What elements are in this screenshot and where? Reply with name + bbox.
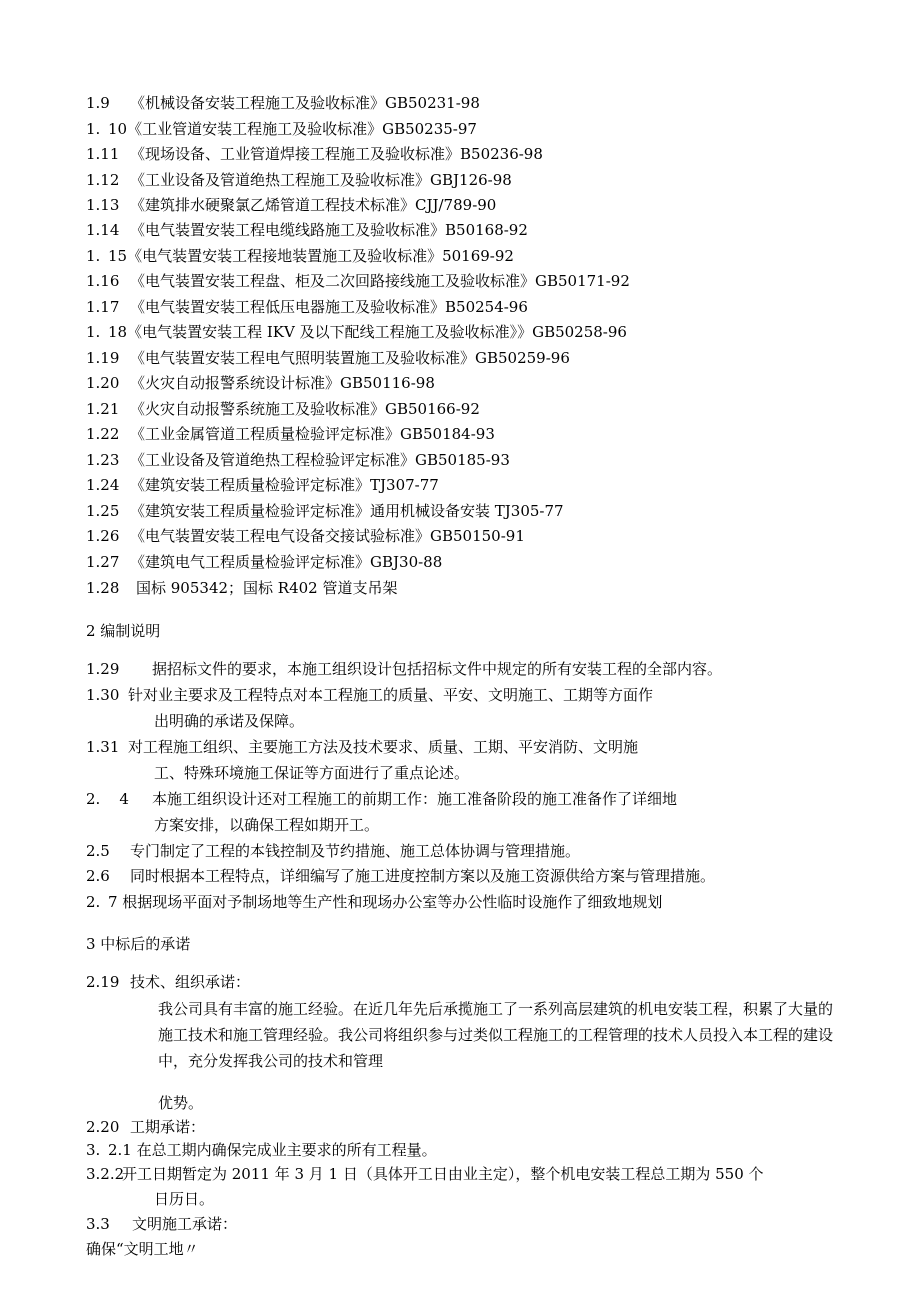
item-number: 1.31 (86, 738, 120, 756)
item-number: 1.9 (86, 94, 110, 112)
item-text: 开工日期暂定为 2011 年 3 月 1 日（具体开工日由业主定），整个机电安装工程总工期为 550 个 (122, 1165, 764, 1183)
item-number: 2. (86, 893, 101, 911)
item-number: 2.5 (86, 842, 110, 860)
item-number: 1.19 (86, 349, 120, 367)
item-number: 2.20 (86, 1118, 120, 1136)
tech-paragraph-tail: 优势。 (158, 1094, 204, 1112)
item-text: 《现场设备、工业管道焊接工程施工及验收标准》B50236-98 (130, 145, 543, 163)
item-number: 1. (86, 120, 101, 138)
closing-line: 确保“文明工地〃 (86, 1240, 199, 1258)
item-number: 1.24 (86, 476, 120, 494)
item-number: 1.21 (86, 400, 120, 418)
item-text: 工期承诺： (130, 1118, 206, 1136)
item-text: 《机械设备安装工程施工及验收标准》GB50231-98 (130, 94, 480, 112)
item-text: 15《电气装置安装工程接地装置施工及验收标准》50169-92 (108, 247, 514, 265)
item-number: 3. (86, 1141, 101, 1159)
item-number: 1.17 (86, 298, 120, 316)
item-number: 2. 4 (86, 790, 129, 808)
item-continuation: 方案安排，以确保工程如期开工。 (154, 816, 380, 834)
item-number: 1.23 (86, 451, 120, 469)
section-heading: 2 编制说明 (86, 622, 161, 640)
item-text: 《火灾自动报警系统设计标准》GB50116-98 (130, 374, 435, 392)
item-text: 《电气装置安装工程电气照明装置施工及验收标准》GB50259-96 (130, 349, 570, 367)
tech-paragraph: 我公司具有丰富的施工经验。在近几年先后承揽施工了一系列高层建筑的机电安装工程，积累了大量的施工技术和施工管理经验。我公司将组织参与过类似工程施工的工程管理的技术人员投入本工程的建设中，充分发挥我公司的技术和管理 (158, 1000, 834, 1070)
item-text: 专门制定了工程的本钱控制及节约措施、施工总体协调与管理措施。 (130, 842, 581, 860)
item-number: 1.30 (86, 686, 120, 704)
item-number: 1.25 (86, 502, 120, 520)
item-number: 1.12 (86, 171, 120, 189)
item-text: 技术、组织承诺： (130, 973, 251, 991)
item-text: 18《电气装置安装工程 IKV 及以下配线工程施工及验收标准》》GB50258-96 (108, 323, 627, 341)
item-number: 1. (86, 323, 101, 341)
item-number: 1.26 (86, 527, 120, 545)
item-number: 2.19 (86, 973, 120, 991)
item-text: 《建筑排水硬聚氯乙烯管道工程技术标准》CJJ/789-90 (130, 196, 497, 214)
item-number: 1.29 (86, 660, 120, 678)
item-text: 《电气装置安装工程盘、柜及二次回路接线施工及验收标准》GB50171-92 (130, 272, 630, 290)
item-text: 《工业设备及管道绝热工程施工及验收标准》GBJ126-98 (130, 171, 512, 189)
item-text: 10《工业管道安装工程施工及验收标准》GB50235-97 (108, 120, 477, 138)
item-text: 7 根据现场平面对予制场地等生产性和现场办公室等办公性临时设施作了细致地规划 (108, 893, 663, 911)
item-number: 1.16 (86, 272, 120, 290)
item-text: 《电气装置安装工程低压电器施工及验收标准》B50254-96 (130, 298, 528, 316)
item-continuation: 工、特殊环境施工保证等方面进行了重点论述。 (154, 764, 470, 782)
item-number: 3.3 (86, 1215, 110, 1233)
item-text: 《建筑安装工程质量检验评定标准》通用机械设备安装 TJ305-77 (130, 502, 564, 520)
item-text: 《电气装置安装工程电缆线路施工及验收标准》B50168-92 (130, 221, 528, 239)
item-number: 1.20 (86, 374, 120, 392)
item-text: 针对业主要求及工程特点对本工程施工的质量、平安、文明施工、工期等方面作 (128, 686, 654, 704)
item-text: 《火灾自动报警系统施工及验收标准》GB50166-92 (130, 400, 480, 418)
item-number: 1.27 (86, 553, 120, 571)
item-text: 《工业设备及管道绝热工程检验评定标准》GB50185-93 (130, 451, 510, 469)
item-number: 3.2.2 (86, 1165, 125, 1183)
item-text: 本施工组织设计还对工程施工的前期工作：施工准备阶段的施工准备作了详细地 (152, 790, 678, 808)
item-number: 1.11 (86, 145, 120, 163)
item-text: 国标 905342；国标 R402 管道支吊架 (136, 579, 398, 597)
item-continuation: 出明确的承诺及保障。 (154, 712, 305, 730)
item-text: 2.1 在总工期内确保完成业主要求的所有工程量。 (108, 1141, 437, 1159)
item-number: 1.22 (86, 425, 120, 443)
item-number: 1.28 (86, 579, 120, 597)
item-number: 1. (86, 247, 101, 265)
item-text: 据招标文件的要求，本施工组织设计包括招标文件中规定的所有安装工程的全部内容。 (152, 660, 723, 678)
item-text: 《电气装置安装工程电气设备交接试验标准》GB50150-91 (130, 527, 525, 545)
section-heading: 3 中标后的承诺 (86, 935, 191, 953)
item-number: 2.6 (86, 867, 110, 885)
item-number: 1.13 (86, 196, 120, 214)
item-text: 对工程施工组织、主要施工方法及技术要求、质量、工期、平安消防、文明施 (128, 738, 639, 756)
item-continuation: 日历日。 (154, 1190, 215, 1208)
item-text: 《建筑安装工程质量检验评定标准》TJ307-77 (130, 476, 439, 494)
item-text: 《工业金属管道工程质量检验评定标准》GB50184-93 (130, 425, 495, 443)
item-text: 文明施工承诺： (132, 1215, 238, 1233)
item-text: 同时根据本工程特点，详细编写了施工进度控制方案以及施工资源供给方案与管理措施。 (130, 867, 716, 885)
item-number: 1.14 (86, 221, 120, 239)
item-text: 《建筑电气工程质量检验评定标准》GBJ30-88 (130, 553, 443, 571)
